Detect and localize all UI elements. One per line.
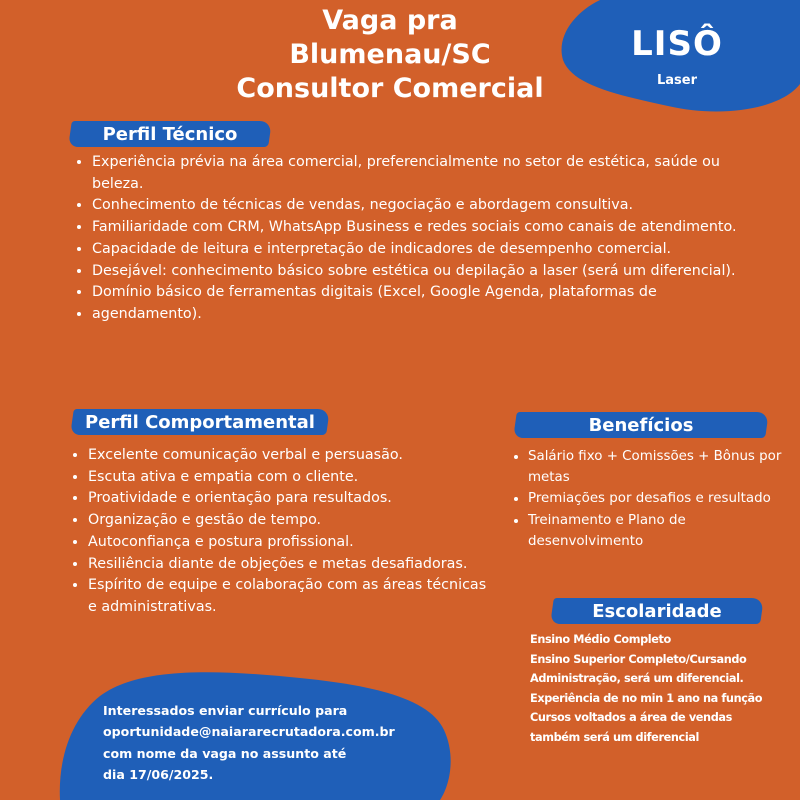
list-item: • Domínio básico de ferramentas digitais (Excel, Google Agenda, plataformas de bbox=[92, 282, 752, 304]
list-item: • Escuta ativa e empatia com o cliente. bbox=[88, 467, 488, 489]
list-item: • Resiliência diante de objeções e metas desafiadoras. bbox=[88, 554, 488, 576]
page-title bbox=[150, 4, 630, 106]
list-item: • Organização e gestão de tempo. bbox=[88, 510, 488, 532]
perfil-comportamental-heading: Perfil Comportamental bbox=[72, 409, 328, 435]
perfil-tecnico-heading: Perfil Técnico bbox=[70, 121, 270, 147]
logo-subtitle: Laser bbox=[656, 73, 698, 88]
escolaridade-line: Cursos voltados a área de vendas bbox=[530, 711, 732, 725]
list-item: • Proatividade e orientação para resultados. bbox=[88, 488, 488, 510]
escolaridade-line: Experiência de no min 1 ano na função bbox=[530, 691, 763, 705]
list-item: • Excelente comunicação verbal e persuasão. bbox=[88, 445, 488, 467]
list-item: • Conhecimento de técnicas de vendas, negociação e abordagem consultiva. bbox=[92, 195, 752, 217]
escolaridade-line: Administração, será um diferencial. bbox=[530, 672, 744, 686]
list-item: • Experiência prévia na área comercial, preferencialmente no setor de estética, saúde ou beleza. bbox=[92, 152, 752, 195]
list-item: • Premiações por desafios e resultado bbox=[528, 488, 800, 509]
contact-info bbox=[103, 700, 423, 785]
perfil-comportamental-list bbox=[68, 445, 488, 619]
perfil-tecnico-list bbox=[72, 152, 752, 326]
contact-line: Interessados enviar currículo para bbox=[103, 703, 348, 718]
list-item: • Autoconfiança e postura profissional. bbox=[88, 532, 488, 554]
title-line-1: Vaga pra bbox=[322, 5, 458, 36]
list-item: • Salário fixo + Comissões + Bônus por metas bbox=[528, 446, 800, 488]
escolaridade-line: Ensino Superior Completo/Cursando bbox=[530, 652, 747, 666]
contact-email: oportunidade@naiararecrutadora.com.br bbox=[103, 724, 395, 740]
list-item: • Espírito de equipe e colaboração com as áreas técnicas e administrativas. bbox=[88, 575, 488, 618]
list-item: • Capacidade de leitura e interpretação de indicadores de desempenho comercial. bbox=[92, 239, 752, 261]
list-item: • Desejável: conhecimento básico sobre estética ou depilação a laser (será um diferencial). bbox=[92, 261, 752, 283]
title-line-2: Blumenau/SC bbox=[289, 39, 491, 70]
list-item: • Familiaridade com CRM, WhatsApp Business e redes sociais como canais de atendimento. bbox=[92, 217, 752, 239]
title-line-3: Consultor Comercial bbox=[236, 73, 544, 104]
contact-line: dia 17/06/2025. bbox=[103, 766, 214, 782]
beneficios-heading: Benefícios bbox=[515, 412, 767, 438]
contact-line: com nome da vaga no assunto até bbox=[103, 745, 347, 761]
beneficios-list bbox=[508, 446, 800, 552]
escolaridade-line: Ensino Médio Completo bbox=[530, 633, 671, 646]
escolaridade-heading: Escolaridade bbox=[552, 598, 762, 624]
escolaridade-line: também será um diferencial bbox=[530, 730, 699, 744]
list-item: • Treinamento e Plano de desenvolvimento bbox=[528, 510, 800, 552]
list-item: • agendamento). bbox=[92, 304, 752, 326]
logo: LISÔ bbox=[631, 24, 723, 64]
escolaridade-text bbox=[530, 630, 790, 748]
